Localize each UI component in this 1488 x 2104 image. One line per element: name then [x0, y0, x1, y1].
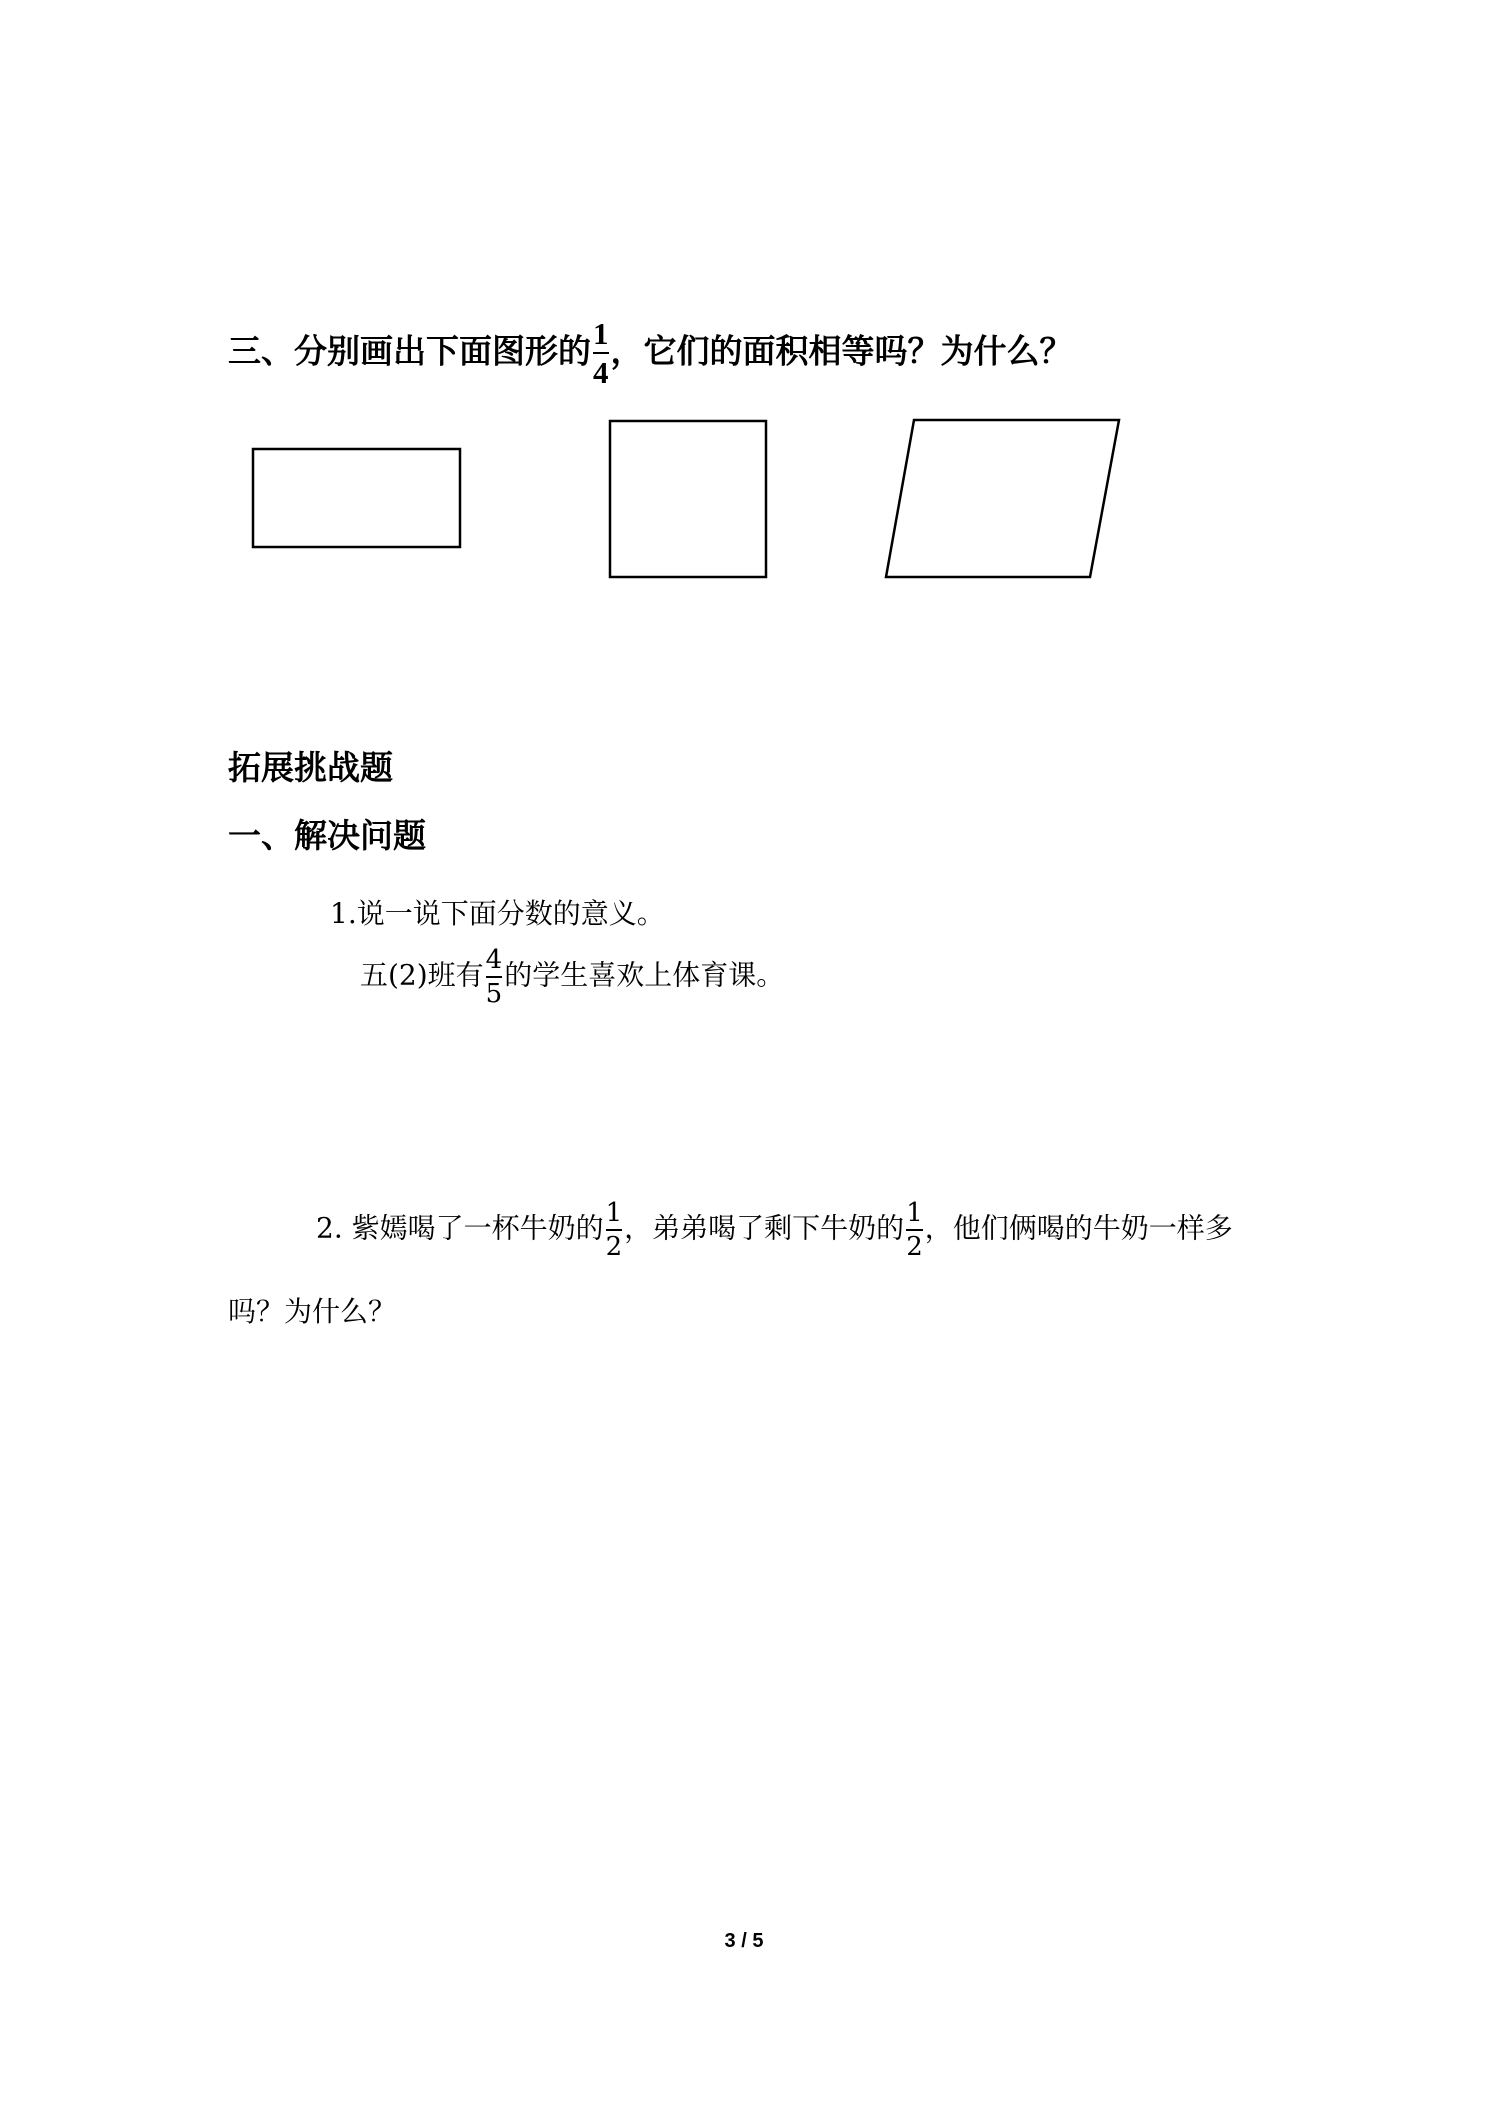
extension-title: 拓展挑战题	[228, 748, 393, 787]
section3-prefix: 三、分别画出下面图形的	[228, 331, 591, 371]
extension-subtitle: 一、解决问题	[228, 816, 426, 855]
problem1-statement	[360, 947, 784, 1007]
shapes-figure	[0, 0, 1488, 700]
problem2-part2: ，弟弟喝了剩下牛奶的	[624, 1211, 905, 1245]
problem2-part3: ，他们俩喝的牛奶一样多	[924, 1211, 1233, 1245]
fraction-bar	[606, 1229, 623, 1231]
fraction-denominator: 2	[906, 1232, 923, 1262]
one-half-fraction	[906, 1200, 923, 1260]
fraction-numerator: 4	[485, 945, 503, 975]
square-shape	[610, 421, 766, 577]
fraction-bar	[486, 976, 503, 978]
problem2-statement	[316, 1200, 1233, 1260]
fraction-denominator: 4	[593, 355, 609, 390]
fraction-denominator: 2	[605, 1232, 623, 1262]
one-half-fraction	[606, 1200, 623, 1260]
rectangle-shape	[253, 449, 460, 547]
problem2-continuation: 吗？为什么？	[228, 1295, 397, 1328]
problem1-title: 1.说一说下面分数的意义。	[330, 897, 665, 930]
fraction-numerator: 1	[593, 316, 609, 351]
problem1-suffix: 的学生喜欢上体育课。	[504, 958, 785, 992]
fraction-numerator: 1	[605, 1198, 623, 1228]
fraction-bar	[906, 1229, 923, 1231]
fraction-denominator: 5	[485, 979, 503, 1009]
four-fifths-fraction	[486, 947, 503, 1007]
parallelogram-shape	[886, 420, 1119, 577]
fraction-numerator: 1	[906, 1198, 923, 1228]
page-number: 3 / 5	[724, 1930, 764, 1952]
problem2-part1: 2. 紫嫣喝了一杯牛奶的	[316, 1211, 604, 1245]
section3-suffix: ，它们的面积相等吗？为什么？	[610, 331, 1073, 371]
problem1-prefix: 五(2)班有	[360, 958, 484, 992]
